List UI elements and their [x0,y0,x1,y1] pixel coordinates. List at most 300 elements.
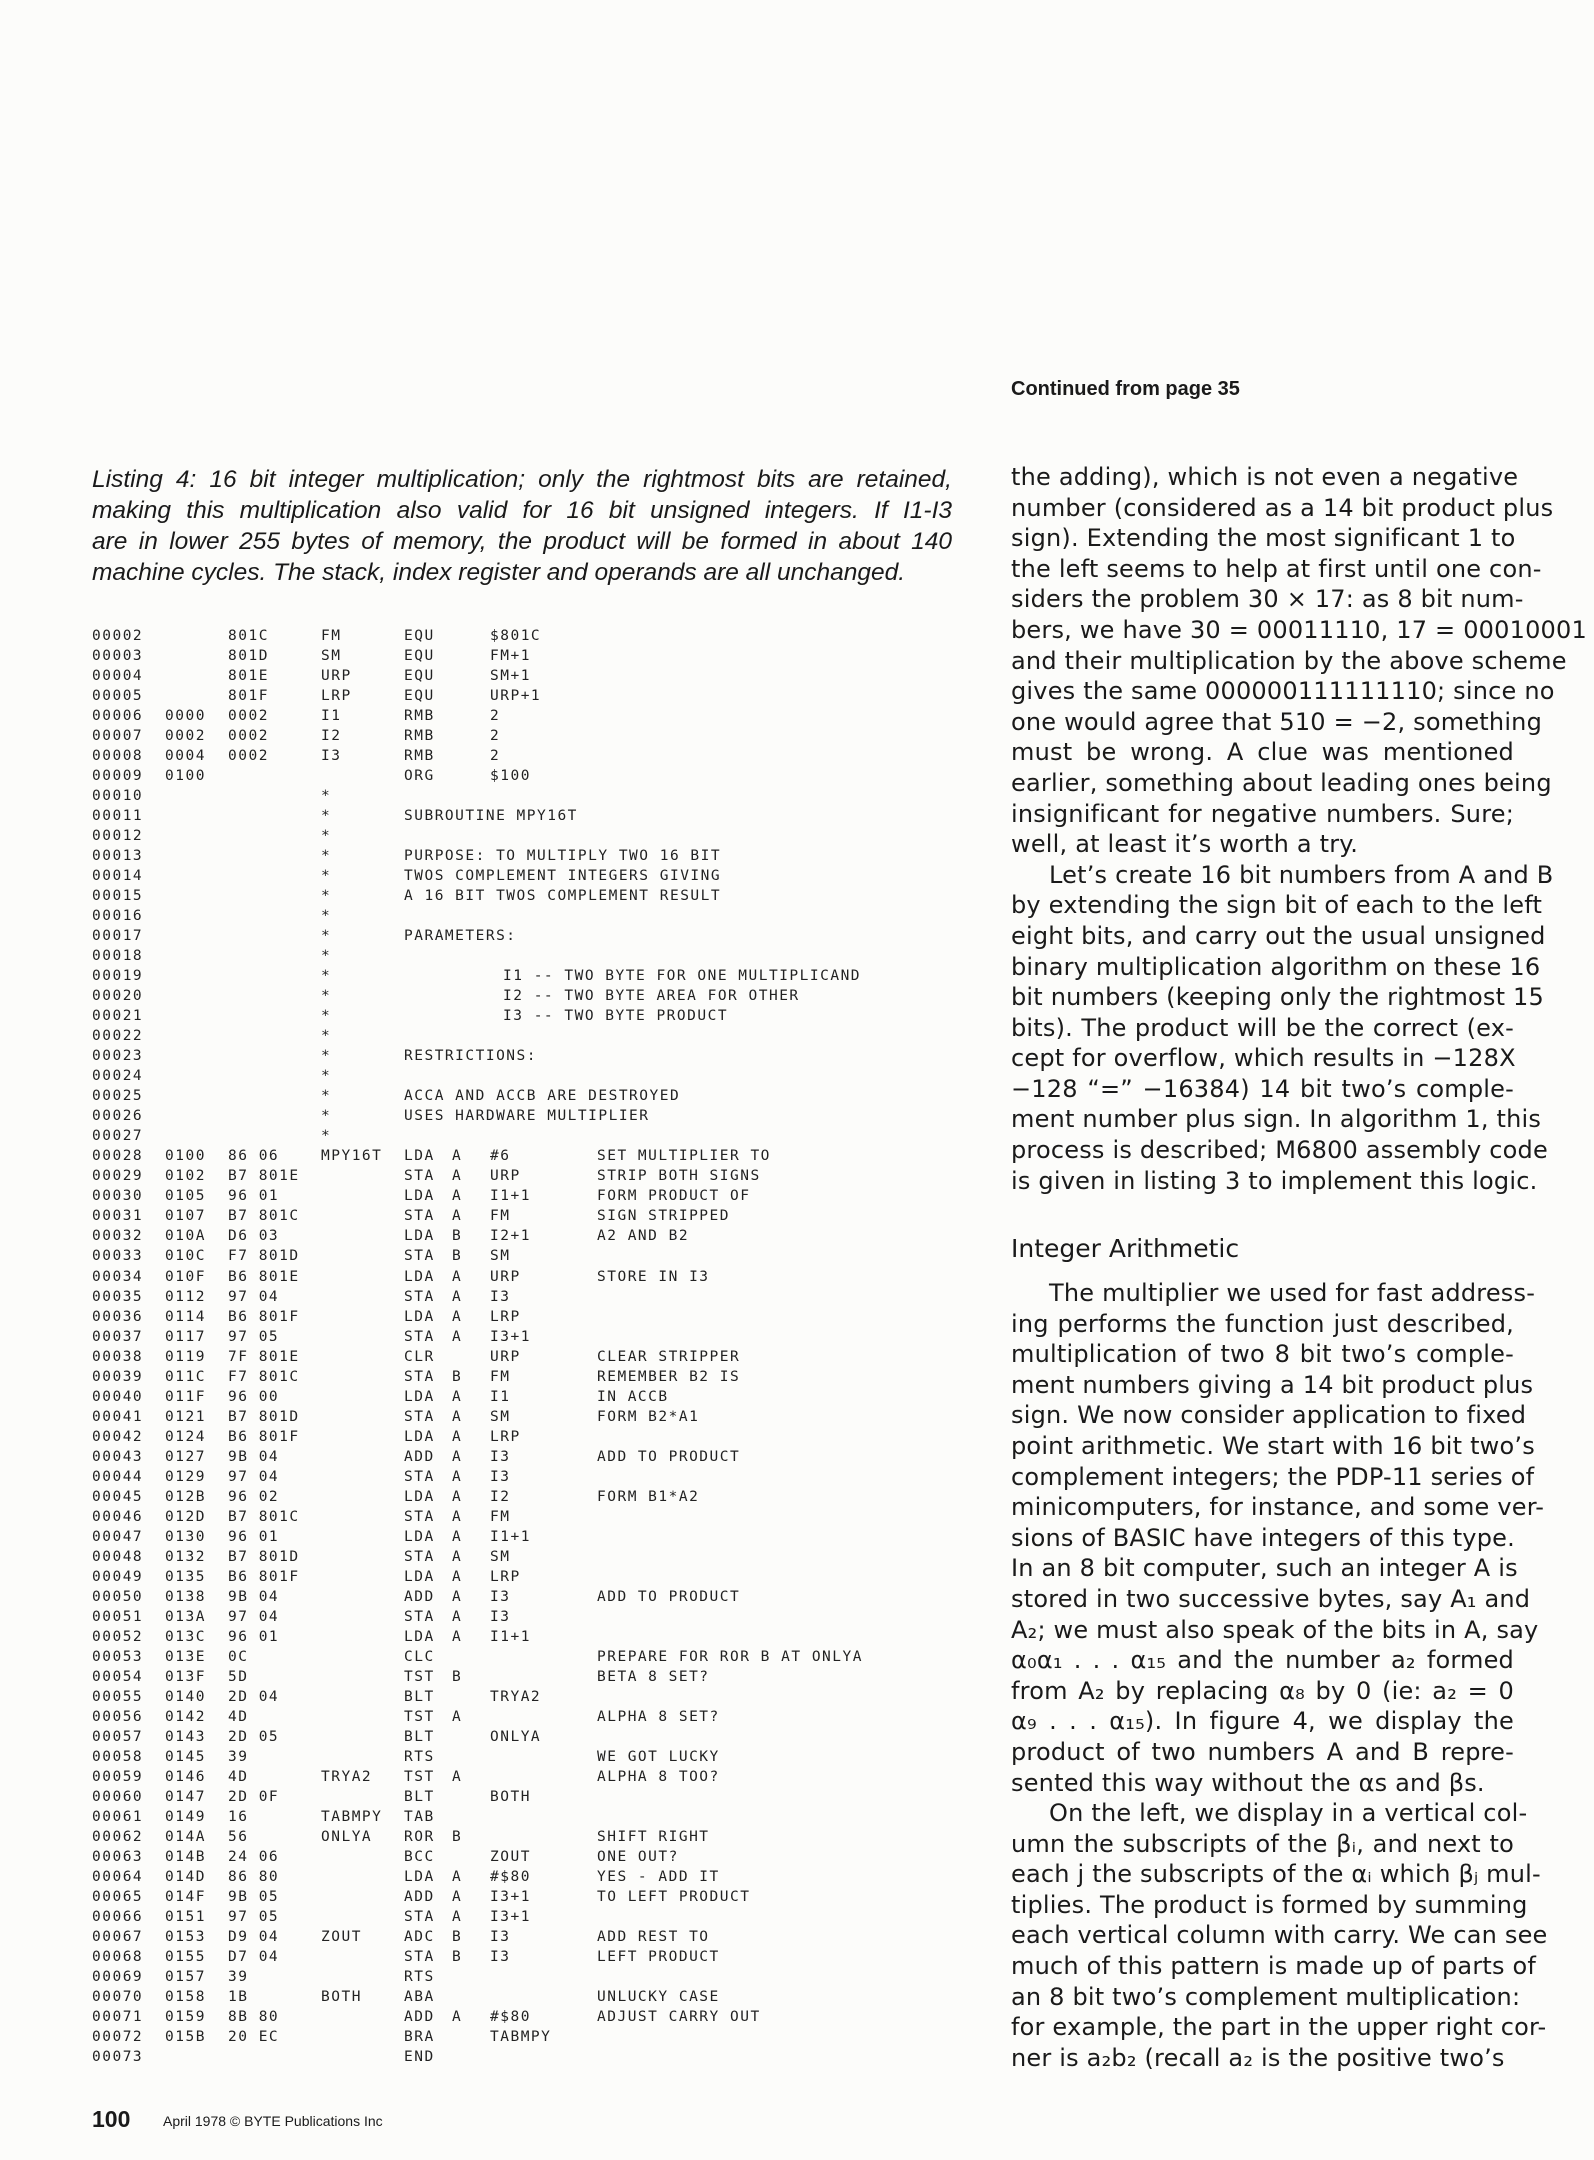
listing-line-number: 00044 [92,1468,144,1485]
listing-line-number: 00006 [92,708,144,725]
listing-object-code: B7 801E [228,1168,300,1185]
text-line: siders the problem 30 × 17: as 8 bit num- [1011,585,1524,614]
listing-address: 0000 [165,708,206,725]
listing-register: A [452,1428,463,1445]
listing-address: 012B [165,1488,206,1505]
listing-label: * [321,948,332,965]
text-line: bit numbers (keeping only the rightmost 15 [1011,983,1545,1012]
listing-line-number: 00065 [92,1888,144,1905]
listing-row [0,1949,1000,1969]
listing-line-number: 00028 [92,1148,144,1165]
listing-opcode: RTS [404,1748,435,1765]
text-line: bers, we have 30 = 00011110, 17 = 00010001 [1011,615,1587,644]
listing-line-number: 00036 [92,1308,144,1325]
listing-opcode: EQU [404,648,435,665]
listing-label: * [321,848,332,865]
listing-row [0,1709,1000,1729]
listing-register: A [452,1488,463,1505]
text-line: must be wrong. A clue was mentioned [1011,738,1514,767]
listing-object-code: 2D 0F [228,1788,280,1805]
listing-opcode: RTS [404,1969,435,1986]
listing-line-number: 00066 [92,1909,144,1925]
listing-opcode: TAB [404,1808,435,1825]
listing-address: 0138 [165,1588,206,1605]
text-line: A₂; we must also speak of the bits in A, say [1011,1615,1539,1644]
listing-object-code: D7 04 [228,1949,280,1966]
listing-label: * [321,1088,332,1105]
listing-label: * [321,928,332,945]
listing-address: 014B [165,1848,206,1865]
listing-operand: I1+1 [490,1188,531,1205]
listing-operand: FM+1 [490,648,531,665]
listing-label: * [321,968,332,985]
listing-row [0,1849,1000,1869]
text-line: number (considered as a 14 bit product plus [1011,493,1554,522]
listing-operand: SM [490,1248,511,1265]
text-line: sign. We now consider application to fixed [1011,1401,1527,1430]
listing-object-code: 1B [228,1989,249,2006]
listing-object-code: 0C [228,1648,249,1665]
listing-row [0,1609,1000,1629]
listing-opcode: LDA [404,1308,435,1325]
text-line: sented this way without the αs and βs. [1011,1768,1485,1797]
listing-operand: $801C [490,628,542,644]
listing-row [0,2009,1000,2029]
listing-operand: I1 -- TWO BYTE FOR ONE MULTIPLICAND [503,968,862,985]
text-line: and their multiplication by the above scheme [1011,646,1567,675]
listing-object-code: B6 801F [228,1308,300,1325]
listing-comment: BETA 8 SET? [597,1668,710,1685]
listing-label: * [321,1008,332,1025]
listing-register: A [452,1448,463,1465]
listing-row [0,1289,1000,1309]
listing-line-number: 00017 [92,928,144,945]
listing-register: A [452,1628,463,1645]
listing-row [0,1208,1000,1228]
listing-comment: YES - ADD IT [597,1868,720,1885]
listing-row [0,1869,1000,1889]
listing-operand: TABMPY [490,2029,552,2046]
listing-line-number: 00067 [92,1929,144,1946]
listing-object-code: B6 801F [228,1568,300,1585]
listing-object-code: 8B 80 [228,2009,280,2026]
listing-register: B [452,1668,463,1685]
listing-address: 013C [165,1628,206,1645]
listing-object-code: 801C [228,628,269,644]
text-line: point arithmetic. We start with 16 bit two’s [1011,1431,1535,1460]
listing-comment: SIGN STRIPPED [597,1208,730,1225]
listing-address: 010C [165,1248,206,1265]
text-line: by extending the sign bit of each to the left [1011,891,1543,920]
listing-opcode: BRA [404,2029,435,2046]
listing-opcode: LDA [404,1148,435,1165]
listing-line-number: 00046 [92,1508,144,1525]
listing-address: 0117 [165,1328,206,1345]
listing-register: A [452,1868,463,1885]
listing-label: * [321,908,332,925]
listing-label: * [321,1028,332,1045]
listing-operand: 2 [490,748,501,765]
listing-row [0,768,1000,788]
listing-address: 0159 [165,2009,206,2026]
listing-opcode: STA [404,1368,435,1385]
listing-object-code: B6 801F [228,1428,300,1445]
listing-comment: SHIFT RIGHT [597,1828,710,1845]
listing-operand: I2 [490,1488,511,1505]
listing-opcode: STA [404,1548,435,1565]
listing-row [0,1068,1000,1088]
listing-row [0,708,1000,728]
listing-opcode: STA [404,1248,435,1265]
listing-operand: FM [490,1368,511,1385]
listing-line-number: 00018 [92,948,144,965]
listing-register: A [452,1208,463,1225]
text-line: umn the subscripts of the βᵢ, and next to [1011,1829,1514,1858]
listing-row [0,1148,1000,1168]
listing-row [0,1028,1000,1048]
text-line: bits). The product will be the correct (ex- [1011,1013,1514,1042]
listing-address: 0107 [165,1208,206,1225]
listing-opcode: ADD [404,1588,435,1605]
text-line: ing performs the function just described, [1011,1309,1514,1338]
listing-operand: I2 -- TWO BYTE AREA FOR OTHER [503,988,800,1005]
text-line: ment numbers giving a 14 bit product plus [1011,1370,1534,1399]
listing-address: 015B [165,2029,206,2046]
listing-row [0,1449,1000,1469]
continued-from-note: Continued from page 35 [1011,378,1240,400]
listing-object-code: 56 [228,1828,249,1845]
listing-opcode: TWOS COMPLEMENT INTEGERS GIVING [404,868,722,885]
listing-object-code: B7 801C [228,1208,300,1225]
listing-row [0,1309,1000,1329]
listing-line-number: 00052 [92,1628,144,1645]
listing-opcode: ROR [404,1828,435,1845]
listing-address: 010F [165,1268,206,1285]
listing-opcode: USES HARDWARE MULTIPLIER [404,1108,650,1125]
listing-opcode: STA [404,1949,435,1966]
listing-comment: ALPHA 8 SET? [597,1708,720,1725]
listing-line-number: 00070 [92,1989,144,2006]
listing-line-number: 00023 [92,1048,144,1065]
listing-opcode: STA [404,1468,435,1485]
listing-row [0,1509,1000,1529]
listing-line-number: 00003 [92,648,144,665]
text-line: gives the same 000000111111110; since no [1011,677,1555,706]
listing-comment: FORM B2*A1 [597,1408,700,1425]
text-line: earlier, something about leading ones being [1011,768,1552,797]
text-line: each j the subscripts of the αᵢ which βⱼ mul- [1011,1860,1541,1889]
listing-line-number: 00068 [92,1949,144,1966]
listing-opcode: CLC [404,1648,435,1665]
listing-line-number: 00012 [92,828,144,845]
listing-comment: FORM B1*A2 [597,1488,700,1505]
listing-register: A [452,1708,463,1725]
listing-opcode: TST [404,1708,435,1725]
listing-object-code: B7 801C [228,1508,300,1525]
listing-line-number: 00071 [92,2009,144,2026]
listing-operand: TRYA2 [490,1688,542,1705]
listing-register: A [452,1388,463,1405]
listing-line-number: 00010 [92,788,144,805]
listing-register: A [452,1909,463,1925]
listing-comment: TO LEFT PRODUCT [597,1888,751,1905]
listing-line-number: 00026 [92,1108,144,1125]
listing-object-code: 801D [228,648,269,665]
listing-object-code: 86 80 [228,1868,280,1885]
listing-opcode: LDA [404,1868,435,1885]
listing-opcode: BLT [404,1728,435,1745]
listing-object-code: 0002 [228,708,269,725]
listing-opcode: EQU [404,668,435,685]
listing-label: ONLYA [321,1828,373,1845]
listing-object-code: 7F 801E [228,1348,300,1365]
listing-object-code: B7 801D [228,1548,300,1565]
listing-operand: URP [490,1168,521,1185]
listing-line-number: 00019 [92,968,144,985]
listing-opcode: TST [404,1768,435,1785]
listing-label: TABMPY [321,1808,383,1825]
listing-operand: SM+1 [490,668,531,685]
text-line: from A₂ by replacing α₈ by 0 (ie: a₂ = 0 [1011,1676,1514,1705]
listing-opcode: STA [404,1608,435,1625]
listing-opcode: PURPOSE: TO MULTIPLY TWO 16 BIT [404,848,722,865]
listing-operand: I1 [490,1388,511,1405]
listing-register: B [452,1828,463,1845]
listing-object-code: F7 801D [228,1248,300,1265]
text-line: multiplication of two 8 bit two’s comple- [1011,1340,1514,1369]
caption-line: Listing 4: 16 bit integer multiplication; only the rightmost bits are retained, [92,466,952,493]
listing-row [0,1829,1000,1849]
text-line: complement integers; the PDP-11 series of [1011,1462,1535,1491]
listing-operand: ONLYA [490,1728,542,1745]
listing-row [0,1269,1000,1289]
text-line: binary multiplication algorithm on these 16 [1011,952,1541,981]
listing-address: 0121 [165,1408,206,1425]
listing-row [0,1589,1000,1609]
listing-line-number: 00015 [92,888,144,905]
listing-comment: SET MULTIPLIER TO [597,1148,771,1165]
listing-row [0,808,1000,828]
text-line: On the left, we display in a vertical col- [1049,1799,1528,1828]
listing-row [0,1469,1000,1489]
page-number: 100 [92,2106,131,2132]
listing-row [0,1929,1000,1949]
listing-line-number: 00061 [92,1808,144,1825]
listing-row [0,648,1000,668]
listing-row [0,628,1000,648]
listing-opcode: RMB [404,728,435,745]
text-line: much of this pattern is made up of parts of [1011,1952,1537,1981]
listing-operand: I3 [490,1288,511,1305]
listing-opcode: ADD [404,1888,435,1905]
listing-object-code: 96 00 [228,1388,280,1405]
listing-comment: ADJUST CARRY OUT [597,2009,761,2026]
listing-line-number: 00041 [92,1408,144,1425]
listing-opcode: LDA [404,1268,435,1285]
listing-register: A [452,1168,463,1185]
listing-row [0,1349,1000,1369]
listing-operand: URP [490,1348,521,1365]
listing-opcode: ABA [404,1989,435,2006]
listing-row [0,1689,1000,1709]
listing-opcode: EQU [404,628,435,644]
listing-comment: REMEMBER B2 IS [597,1368,741,1385]
listing-address: 0112 [165,1288,206,1305]
listing-address: 0158 [165,1989,206,2006]
listing-object-code: 0002 [228,748,269,765]
listing-opcode: LDA [404,1568,435,1585]
listing-operand: I3+1 [490,1328,531,1345]
listing-line-number: 00031 [92,1208,144,1225]
footer-credit: April 1978 © BYTE Publications Inc [163,2113,383,2129]
listing-line-number: 00040 [92,1388,144,1405]
listing-address: 013A [165,1608,206,1625]
listing-row [0,1649,1000,1669]
listing-label: I2 [321,728,342,745]
listing-opcode: STA [404,1288,435,1305]
listing-row [0,908,1000,928]
listing-object-code: 9B 04 [228,1588,280,1605]
listing-opcode: STA [404,1408,435,1425]
assembly-listing [0,628,1000,2069]
listing-operand: I3 [490,1588,511,1605]
listing-line-number: 00009 [92,768,144,785]
listing-comment: ADD TO PRODUCT [597,1588,741,1605]
listing-operand: I3 [490,1448,511,1465]
listing-opcode: END [404,2049,435,2066]
listing-label: * [321,788,332,805]
listing-line-number: 00043 [92,1448,144,1465]
listing-register: B [452,1248,463,1265]
listing-label: BOTH [321,1989,362,2006]
listing-operand: #$80 [490,1868,531,1885]
listing-label: * [321,808,332,825]
listing-opcode: STA [404,1909,435,1925]
listing-line-number: 00047 [92,1528,144,1545]
listing-row [0,1248,1000,1268]
listing-opcode: LDA [404,1188,435,1205]
listing-row [0,1088,1000,1108]
listing-object-code: 9B 04 [228,1448,280,1465]
listing-operand: I3 [490,1608,511,1625]
listing-register: A [452,1528,463,1545]
listing-operand: I1+1 [490,1528,531,1545]
listing-address: 011C [165,1368,206,1385]
listing-line-number: 00016 [92,908,144,925]
listing-comment: A2 AND B2 [597,1228,690,1245]
listing-object-code: 96 02 [228,1488,280,1505]
listing-row [0,1108,1000,1128]
listing-row [0,2029,1000,2049]
text-line: tiplies. The product is formed by summing [1011,1890,1528,1919]
listing-line-number: 00022 [92,1028,144,1045]
listing-row [0,1629,1000,1649]
text-line: is given in listing 3 to implement this logic. [1011,1166,1538,1195]
listing-address: 0119 [165,1348,206,1365]
listing-register: A [452,2009,463,2026]
listing-address: 0157 [165,1969,206,1986]
listing-label: I1 [321,708,342,725]
listing-label: * [321,988,332,1005]
listing-line-number: 00058 [92,1748,144,1765]
listing-row [0,868,1000,888]
listing-opcode: TST [404,1668,435,1685]
listing-operand: I1+1 [490,1628,531,1645]
text-line: the adding), which is not even a negative [1011,463,1519,491]
listing-operand: URP [490,1268,521,1285]
listing-address: 012D [165,1508,206,1525]
listing-address: 0100 [165,1148,206,1165]
listing-object-code: 4D [228,1708,249,1725]
listing-opcode: ADD [404,2009,435,2026]
text-line: insignificant for negative numbers. Sure; [1011,799,1514,828]
text-line: each vertical column with carry. We can see [1011,1921,1548,1950]
caption-line: machine cycles. The stack, index register and operands are all unchanged. [92,559,906,586]
listing-address: 010A [165,1228,206,1245]
listing-row [0,1128,1000,1148]
listing-label: * [321,1068,332,1085]
listing-line-number: 00024 [92,1068,144,1085]
listing-opcode: LDA [404,1488,435,1505]
listing-opcode: ADC [404,1929,435,1946]
listing-line-number: 00049 [92,1568,144,1585]
listing-comment: CLEAR STRIPPER [597,1348,741,1365]
listing-register: A [452,1508,463,1525]
listing-operand: $100 [490,768,531,785]
listing-address: 0004 [165,748,206,765]
listing-object-code: 97 04 [228,1608,280,1625]
listing-label: * [321,1048,332,1065]
listing-comment: UNLUCKY CASE [597,1989,720,2006]
listing-object-code: 97 04 [228,1468,280,1485]
listing-line-number: 00053 [92,1648,144,1665]
listing-row [0,988,1000,1008]
listing-line-number: 00029 [92,1168,144,1185]
listing-line-number: 00069 [92,1969,144,1986]
listing-opcode: RMB [404,708,435,725]
text-line: for example, the part in the upper right cor- [1011,2013,1547,2042]
text-line: In an 8 bit computer, such an integer A is [1011,1554,1518,1583]
listing-row [0,1569,1000,1589]
listing-object-code: D6 03 [228,1228,280,1245]
listing-register: A [452,1328,463,1345]
listing-object-code: B6 801E [228,1268,300,1285]
listing-label: URP [321,668,352,685]
listing-row [0,748,1000,768]
listing-operand: SM [490,1548,511,1565]
listing-address: 0102 [165,1168,206,1185]
listing-opcode: RMB [404,748,435,765]
listing-label: * [321,1108,332,1125]
listing-row [0,688,1000,708]
listing-address: 0147 [165,1788,206,1805]
listing-line-number: 00013 [92,848,144,865]
listing-operand: #6 [490,1148,511,1165]
listing-line-number: 00050 [92,1588,144,1605]
listing-row [0,968,1000,988]
listing-object-code: 39 [228,1748,249,1765]
listing-line-number: 00034 [92,1268,144,1285]
listing-row [0,1909,1000,1929]
listing-label: * [321,868,332,885]
listing-opcode: ACCA AND ACCB ARE DESTROYED [404,1088,681,1105]
listing-row [0,1529,1000,1549]
listing-line-number: 00051 [92,1608,144,1625]
listing-address: 0124 [165,1428,206,1445]
listing-opcode: STA [404,1508,435,1525]
listing-address: 0140 [165,1688,206,1705]
listing-address: 0142 [165,1708,206,1725]
